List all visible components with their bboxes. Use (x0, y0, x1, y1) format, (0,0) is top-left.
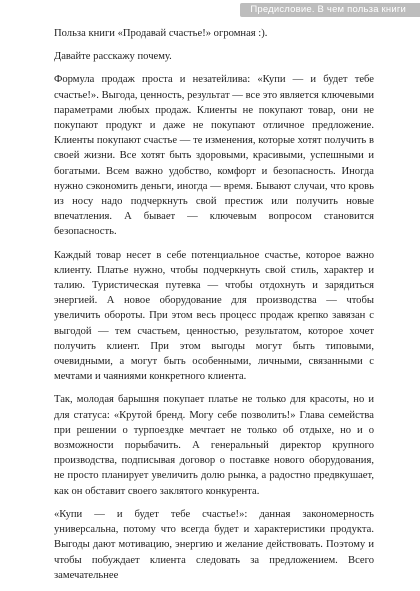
paragraph: Каждый товар несет в себе потенциальное счастье, которое важно клиенту. Платье нужно, чтобы подчеркнуть свой стиль, характер и талию. Туристическая путевка — чтобы отдохнуть и зарядиться энергией. А новое оборудование для производства — чтобы увеличить обороты. При этом весь процесс продаж крепко завязан с выгодой — тем счастьем, ценностью, результатом, которое хочет получить клиент. При этом выгоды могут быть типовыми, очевидными, а могут быть особенными, личными, связанными с мечтами и чаяниями конкретного клиента. (54, 249, 374, 383)
paragraph: Так, молодая барышня покупает платье не только для красоты, но и для статуса: «Крутой бренд. Могу себе позволить!» Глава семейства при решении о турпоездке мечтает не только об отдыхе, но и о возможности порыбачить. А генеральный директор крупного производства, подписывая договор о поставке нового оборудования, не просто планирует увеличить долю рынка, а радостно предвкушает, как он обставит своего заклятого конкурента. (54, 394, 374, 497)
paragraph: Формула продаж проста и незатейлива: «Купи — и будет тебе счастье!». Выгода, ценность, результат — все это является ключевыми параметрами любых продаж. Клиенты не покупают товар, они не покупают продукт и даже не покупают отличное предложение. Клиенты покупают счастье — те изменения, которые хотят получить в своей жизни. Все хотят быть здоровыми, красивыми, успешными и богатыми. Всем важно удобство, комфорт и безопасность. Иногда нужно сэкономить деньги, иногда — время. Бывают случаи, что кровь из носу надо подчеркнуть свой престиж или получить новые впечатления. А бывает — ключевым вопросом становится безопасность. (54, 74, 374, 238)
paragraph: Давайте расскажу почему. (54, 51, 172, 63)
section-title: Предисловие. В чем польза книги (240, 3, 420, 17)
paragraph: «Купи — и будет тебе счастье!»: данная закономерность универсальна, потому что всегда будет и характеристики продукта. Выгоды дают мотивацию, энергию и желание действовать. Поэтому и чтобы побуждает клиента следовать за предложением. Всего замечательнее (54, 508, 374, 581)
page-body (54, 26, 374, 591)
paragraph: Польза книги «Продавай счастье!» огромная :). (54, 28, 268, 39)
running-header (0, 0, 420, 22)
